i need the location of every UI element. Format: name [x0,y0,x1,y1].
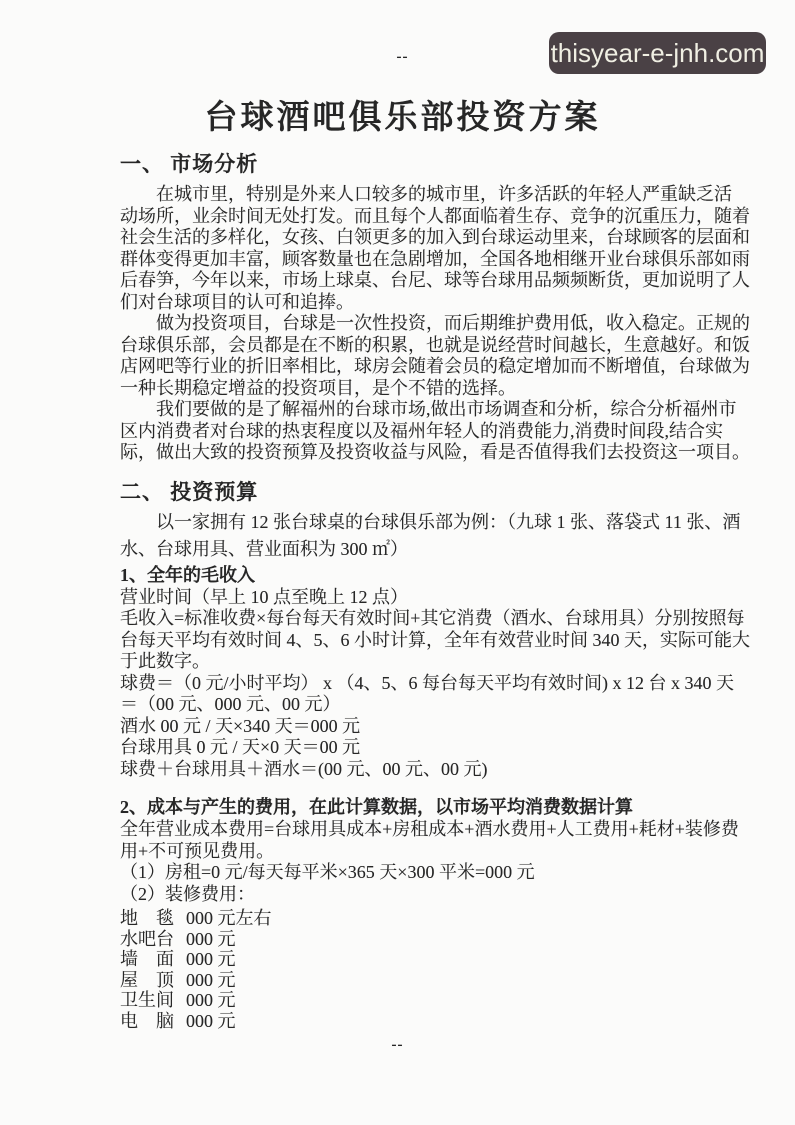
budget-section-heading: 二、 投资预算 [120,479,259,504]
cost-item-label: 电 脑 [120,1010,174,1031]
market-paragraph-3 [120,399,750,464]
market-paragraph-1 [120,184,750,313]
text-line: 以一家拥有 12 张台球桌的台球俱乐部为例：（九球 1 张、落袋式 11 张、酒 [156,511,741,532]
cost-item-amount: 000 元 [186,969,236,990]
text-line: 水、台球用具、营业面积为 300 ㎡） [120,539,408,559]
text-line: 区内消费者对台球的热衷程度以及福州年轻人的消费能力,消费时间段,结合实 [120,420,723,441]
text-line: 我们要做的是了解福州的台球市场,做出市场调查和分析，综合分析福州市 [156,399,737,419]
text-line: 店网吧等行业的折旧率相比，球房会随着会员的稳定增加而不断增值，台球做为 [120,356,750,376]
cost-row [120,990,685,1011]
text-line: 动场所，业余时间无处打发。而且每个人都面临着生存、竞争的沉重压力，随着 [120,205,750,226]
cost-item-amount: 000 元左右 [186,908,272,928]
text-line: （1）房租=0 元/每天每平米×365 天×300 平米=000 元 [120,862,535,882]
text-line: 们对台球项目的认可和追捧。 [120,291,354,312]
text-line: 用+不可预见费用。 [120,840,275,861]
text-line: 台球俱乐部，会员都是在不断的积累，也就是说经营时间越长，生意越好。和饭 [120,334,750,355]
watermark-text: thisyear-e-jnh.com [550,38,765,68]
costs-heading: 2、成本与产生的费用，在此计算数据，以市场平均消费数据计算 [120,797,633,817]
text-line: 毛收入=标准收费×每台每天有效时间+其它消费（酒水、台球用具）分别按照每 [120,608,745,628]
cost-item-amount: 000 元 [186,949,236,969]
text-line: 球费＝（0 元/小时平均） x （4、5、6 每台每天平均有效时间) x 12 台 x 340 天 [120,672,734,693]
text-line: 台每天平均有效时间 4、5、6 小时计算，全年有效营业时间 340 天，实际可能大 [120,629,750,650]
text-line: （2）装修费用： [120,883,255,904]
decoration-cost-list [120,908,685,1031]
market-paragraph-2 [120,313,750,399]
text-line: 群体变得更加丰富，顾客数量也在急剧增加，全国各地相继开业台球俱乐部如雨 [120,248,750,269]
text-line: 全年营业成本费用=台球用具成本+房租成本+酒水费用+人工费用+耗材+装修费 [120,819,739,839]
cost-item-amount: 000 元 [186,990,236,1010]
cost-row [120,929,685,950]
gross-income-lines [120,586,750,781]
text-line: 做为投资项目，台球是一次性投资，而后期维护费用低，收入稳定。正规的 [156,313,750,333]
cost-item-label: 屋 顶 [120,969,174,990]
doc-title: 台球酒吧俱乐部投资方案 [204,100,601,136]
page-marker-top: -- [396,49,409,65]
text-line: 社会生活的多样化，女孩、白领更多的加入到台球运动里来，台球顾客的层面和 [120,227,750,247]
text-line: 际，做出大致的投资预算及投资收益与风险，看是否值得我们去投资这一项目。 [120,442,750,462]
text-line: 于此数字。 [120,651,210,671]
costs-lines [120,819,739,905]
cost-row [120,908,685,929]
text-line: 在城市里，特别是外来人口较多的城市里，许多活跃的年轻人严重缺乏活 [156,184,732,204]
cost-item-label: 卫生间 [120,990,174,1010]
market-section-heading: 一、 市场分析 [120,152,259,176]
cost-row [120,949,685,970]
cost-item-label: 水吧台 [120,928,174,949]
text-line: ＝（00 元、000 元、00 元） [120,694,341,714]
cost-item-amount: 000 元 [186,1010,236,1031]
cost-row [120,1011,685,1032]
page-marker-bottom: -- [391,1037,404,1053]
text-line: 后春笋，今年以来，市场上球桌、台尼、球等台球用品频频断货，更加说明了人 [120,270,750,290]
cost-item-label: 墙 面 [120,949,174,969]
cost-item-label: 地 毯 [120,908,174,928]
text-line: 酒水 00 元 / 天×340 天＝000 元 [120,715,361,736]
text-line: 球费＋台球用具＋酒水＝(00 元、00 元、00 元) [120,758,488,779]
text-line: 营业时间（早上 10 点至晚上 12 点） [120,586,408,607]
text-line: 台球用具 0 元 / 天×0 天＝00 元 [120,737,361,757]
cost-item-amount: 000 元 [186,928,236,949]
gross-income-heading: 1、全年的毛收入 [120,564,255,585]
cost-row [120,970,685,991]
budget-intro-paragraph [120,511,741,561]
text-line: 一种长期稳定增益的投资项目，是个不错的选择。 [120,377,516,398]
watermark-badge [549,32,766,74]
